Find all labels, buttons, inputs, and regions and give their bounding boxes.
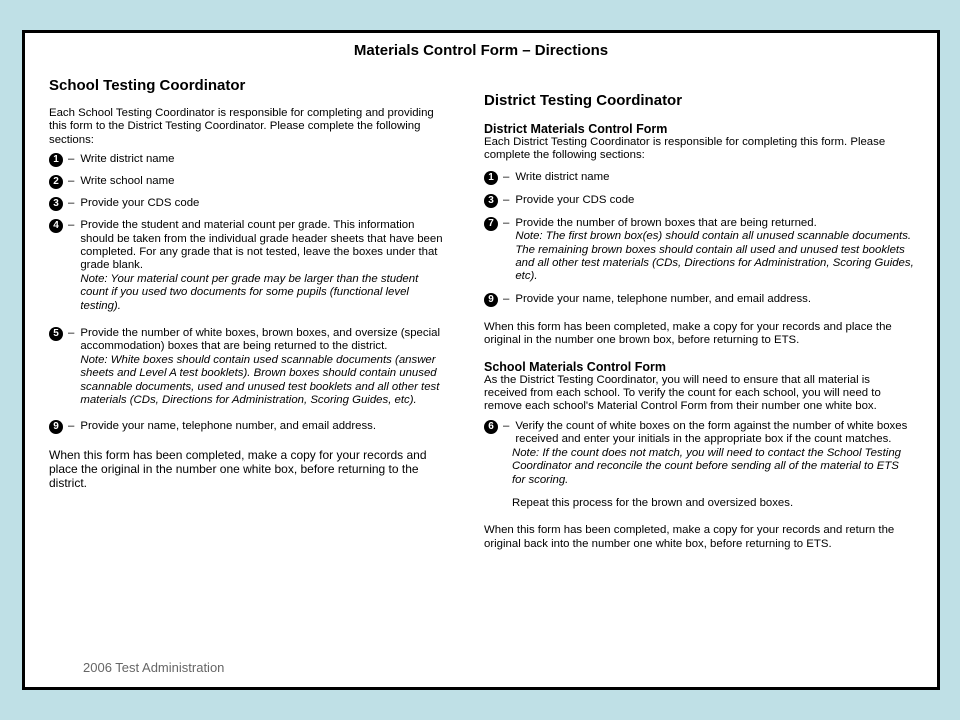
step-dash: – bbox=[503, 292, 510, 305]
school-step-2-text: Write school name bbox=[80, 175, 175, 188]
school-form-note: Note: If the count does not match, you will need to contact the School Testing Coordinator and reconcile the count before sending all of the material to ETS for scoring. bbox=[512, 446, 901, 486]
school-step-9-text: Provide your name, telephone number, and email address. bbox=[80, 419, 377, 432]
district-coordinator-heading: District Testing Coordinator bbox=[484, 92, 683, 109]
number-1-icon: 1 bbox=[484, 171, 498, 185]
district-step-3 bbox=[484, 194, 914, 208]
step-dash: – bbox=[503, 419, 510, 432]
number-3-icon: 3 bbox=[49, 197, 63, 211]
district-step-7-text: Provide the number of brown boxes that are being returned. bbox=[515, 216, 817, 229]
step-dash: – bbox=[68, 197, 75, 210]
school-closing-text: When this form has been completed, make a copy for your records and place the original in the number one white box, before returning to the district. bbox=[49, 447, 427, 490]
school-step-3 bbox=[49, 197, 449, 211]
school-step-1-text: Write district name bbox=[80, 153, 175, 166]
district-step-9 bbox=[484, 293, 914, 307]
district-step-1-text: Write district name bbox=[515, 170, 610, 183]
number-3-icon: 3 bbox=[484, 194, 498, 208]
school-step-5 bbox=[49, 327, 449, 407]
district-form-heading: District Materials Control Form bbox=[484, 122, 668, 136]
number-9-icon: 9 bbox=[49, 420, 63, 434]
school-step-2 bbox=[49, 175, 449, 189]
school-coordinator-section bbox=[49, 77, 449, 490]
district-intro-text: Each District Testing Coordinator is responsible for completing this form. Please complete the following sections: bbox=[484, 136, 886, 162]
district-step-7 bbox=[484, 217, 914, 284]
district-closing-text: When this form has been completed, make a copy for your records and place the original in the number one brown box, before returning to ETS. bbox=[484, 320, 892, 347]
document-page bbox=[22, 30, 940, 690]
school-coordinator-heading: School Testing Coordinator bbox=[49, 77, 246, 94]
step-dash: – bbox=[68, 327, 75, 340]
number-9-icon: 9 bbox=[484, 293, 498, 307]
number-5-icon: 5 bbox=[49, 327, 63, 341]
school-step-9 bbox=[49, 420, 449, 434]
school-step-3-text: Provide your CDS code bbox=[80, 197, 200, 210]
school-form-repeat-text: Repeat this process for the brown and oversized boxes. bbox=[512, 496, 794, 509]
step-dash: – bbox=[503, 170, 510, 183]
step-dash: – bbox=[503, 193, 510, 206]
district-step-3-text: Provide your CDS code bbox=[515, 193, 635, 206]
district-coordinator-section bbox=[484, 92, 914, 551]
district-step-6-text: Verify the count of white boxes on the form against the number of white boxes received and enter your initials in the appropriate box if the count matches. bbox=[515, 419, 908, 446]
step-dash: – bbox=[68, 419, 75, 432]
school-step-4-note: Note: Your material count per grade may be larger than the student count if you used two documents for some pupils (functional level testing). bbox=[80, 272, 419, 312]
step-dash: – bbox=[503, 216, 510, 229]
number-4-icon: 4 bbox=[49, 219, 63, 233]
district-step-7-note: Note: The first brown box(es) should contain all unused scannable documents. The remaining brown boxes should contain all used and unused test booklets and all other test materials (CDs, Directions for Administration, Scoring Guides, etc). bbox=[515, 230, 914, 283]
school-intro-text: Each School Testing Coordinator is responsible for completing and providing this form to the District Testing Coordinator. Please complete the following sections: bbox=[49, 107, 434, 146]
school-step-5-note: Note: White boxes should contain used scannable documents (answer sheets and Level A test booklets). Brown boxes should contain unused scannable documents, used and unused test booklets and all other test materials (CDs, Directions for Administration, Scoring Guides, etc). bbox=[80, 353, 440, 407]
number-1-icon: 1 bbox=[49, 153, 63, 167]
step-dash: – bbox=[68, 153, 75, 166]
number-7-icon: 7 bbox=[484, 217, 498, 231]
number-2-icon: 2 bbox=[49, 175, 63, 189]
school-form-heading: School Materials Control Form bbox=[484, 359, 666, 374]
page-title: Materials Control Form – Directions bbox=[353, 42, 609, 59]
step-dash: – bbox=[68, 175, 75, 188]
school-step-4 bbox=[49, 219, 449, 313]
district-step-6 bbox=[484, 420, 914, 447]
school-form-closing-text: When this form has been completed, make a copy for your records and return the original back into the number one white box, before returning to ETS. bbox=[484, 524, 895, 550]
step-dash: – bbox=[68, 219, 75, 232]
school-step-1 bbox=[49, 153, 449, 167]
number-6-icon: 6 bbox=[484, 420, 498, 434]
district-step-9-text: Provide your name, telephone number, and email address. bbox=[515, 292, 812, 305]
district-step-1 bbox=[484, 171, 914, 185]
school-step-5-text: Provide the number of white boxes, brown boxes, and oversize (special accommodation) boxes that are being returned to the district. bbox=[80, 327, 440, 353]
footer-text: 2006 Test Administration bbox=[83, 660, 225, 675]
school-step-4-text: Provide the student and material count per grade. This information should be taken from the individual grade header sheets that have been completed. For any grade that is not tested, leave the boxes under that grade blank. bbox=[80, 219, 443, 272]
school-form-intro-text: As the District Testing Coordinator, you will need to ensure that all material is received from each school. To verify the count for each school, you will need to remove each school's Material Control Form from their number one white box. bbox=[484, 373, 881, 413]
